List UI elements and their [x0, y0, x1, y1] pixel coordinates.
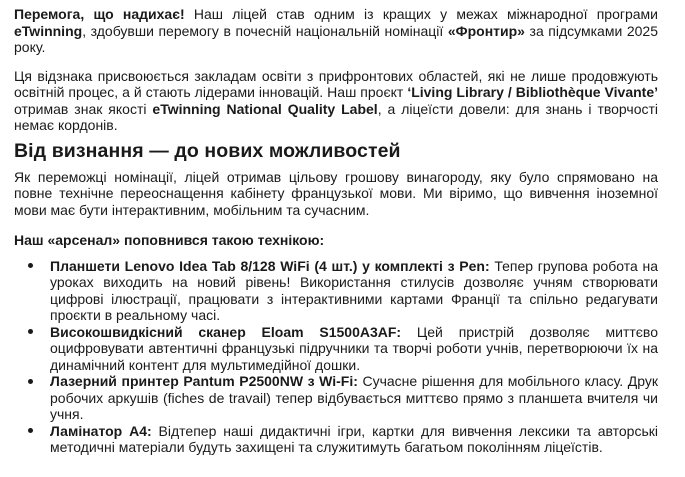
list-item — [14, 423, 658, 456]
intro-bold-lead: Перемога, що надихає! — [14, 6, 185, 22]
intro-text-2: , здобувши перемогу в почесній національній номінації — [82, 22, 448, 39]
list-item — [14, 258, 658, 324]
list-item — [14, 324, 658, 374]
article — [14, 6, 658, 456]
equipment-description: Цей пристрій дозволяє миттєво оцифровувати автентичні французькі підручники та творчі роботи учнів, перетворюючи їх на динамічний контент для мультимедійної дошки. — [50, 323, 658, 373]
bullet-icon — [28, 428, 33, 433]
equipment-list — [14, 258, 658, 456]
equipment-description: Відтепер наші дидактичні ігри, картки для вивчення лексики та авторські методичні матеріали будуть захищені та служитимуть багатьом поколінням ліцеїстів. — [50, 422, 658, 455]
equipment-description: Тепер групова робота на уроках виходить на новий рівень! Використання стилусів дозволяє учням створювати цифрові ілюстрації, працювати з інтерактивними картами Франції та спільно редагувати проєкти в реальному часі. — [50, 257, 658, 323]
award-text-2: отримав знак якості — [14, 100, 153, 117]
equipment-name: Планшети Lenovo Idea Tab 8/128 WiFi (4 шт.) у комплекті з Pen: — [50, 257, 490, 274]
section-heading: Від визнання — до нових можливостей — [14, 139, 401, 162]
nomination-name: «Фронтир» — [447, 22, 525, 39]
bullet-icon — [28, 329, 33, 334]
equipment-heading — [14, 232, 658, 249]
intro-paragraph — [14, 6, 658, 56]
bullet-icon — [28, 263, 33, 268]
intro-text-3: за підсумками 2025 року. — [14, 22, 658, 55]
etwinning-term: eTwinning — [14, 22, 83, 39]
intro-text-1: Наш ліцей став одним із кращих у межах міжнародної програми — [184, 6, 658, 22]
list-item — [14, 373, 658, 423]
award-text-3: , а ліцеїсти довели: для знань і творчості немає кордонів. — [14, 100, 659, 133]
equipment-heading-text: Наш «арсенал» поповнився такою технікою: — [14, 232, 325, 248]
bullet-icon — [28, 379, 33, 384]
equipment-name: Лазерний принтер Pantum P2500NW з Wi-Fi: — [50, 373, 358, 389]
section-lead-paragraph: Як переможці номінації, ліцей отримав цільову грошову винагороду, яку було спрямовано на повне технічне переоснащення кабінету французької мови. Ми віримо, що вивчення іноземної мови має бути інтерактивним, мобільним та сучасним. — [14, 168, 658, 218]
equipment-name: Ламінатор A4: — [50, 422, 152, 439]
quality-label: eTwinning National Quality Label — [152, 100, 378, 117]
award-text-1: Ця відзнака присвоюється закладам освіти з прифронтових областей, які не лише продовжують освітній процес, а й стають лідерами інновацій. Наш проєкт — [14, 67, 658, 100]
project-name: ‘Living Library / Bibliothèque Vivante’ — [407, 84, 658, 100]
award-paragraph — [14, 68, 658, 134]
equipment-name: Високошвидкісний сканер Eloam S1500A3AF: — [50, 323, 402, 340]
equipment-description: Сучасне рішення для мобільного класу. Друк робочих аркушів (fiches de travail) тепер відбувається миттєво прямо з планшета вчителя чи учня. — [50, 373, 658, 422]
